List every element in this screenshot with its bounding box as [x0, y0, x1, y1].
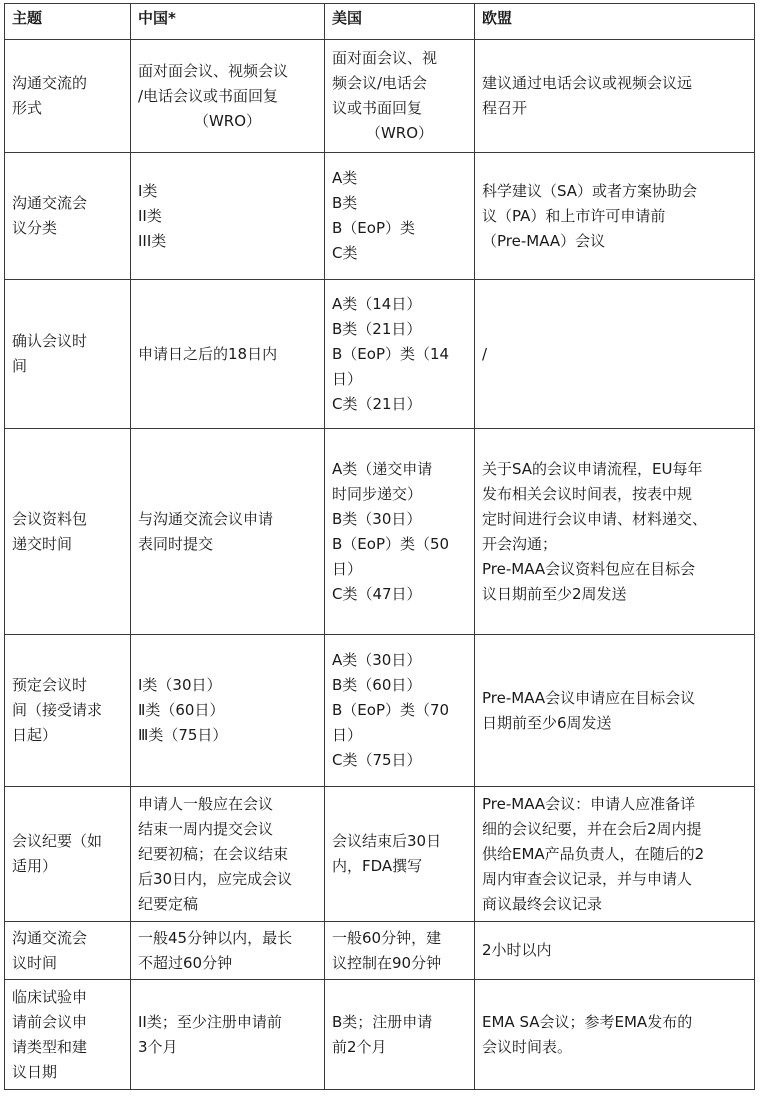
cell-line: 会议资料包 — [12, 509, 88, 528]
cell-line: Ⅲ类（75日） — [138, 726, 228, 744]
cell-eu — [475, 153, 755, 280]
cell-line: 沟通交流会 — [12, 928, 88, 947]
cell-line: B（EoP）类 — [332, 219, 415, 237]
cell-topic — [5, 429, 131, 635]
cell-eu — [475, 635, 755, 787]
cell-eu — [475, 429, 755, 635]
cell-topic — [5, 980, 131, 1090]
cell-line: 确认会议时 — [12, 332, 88, 350]
cell-line: EMA SA会议；参考EMA发布的 — [482, 1012, 693, 1031]
table-row — [5, 280, 755, 429]
cell-topic — [5, 922, 131, 980]
cell-line: （Pre-MAA）会议 — [482, 231, 606, 250]
cell-line: 日） — [332, 369, 363, 388]
cell-line: A类（递交申请 — [332, 459, 433, 478]
cell-usa — [325, 429, 475, 635]
cell-line: Pre-MAA会议：申请人应准备详 — [482, 794, 696, 813]
cell-line: A类（30日） — [332, 651, 422, 669]
cell-topic — [5, 635, 131, 787]
cell-china — [131, 153, 325, 280]
cell-line: 开会沟通； — [482, 534, 558, 553]
cell-line: 建议通过电话会议或视频会议远 — [482, 74, 693, 92]
header-topic: 主题 — [5, 4, 131, 40]
header-usa: 美国 — [325, 4, 475, 40]
cell-line: 结束一周内提交会议 — [138, 819, 274, 838]
cell-line: 会议时间表。 — [482, 1037, 573, 1056]
cell-line: B类（60日） — [332, 676, 422, 694]
cell-line: 日期前至少6周发送 — [482, 713, 612, 732]
cell-line: B（EoP）类（14 — [332, 344, 450, 363]
cell-eu — [475, 980, 755, 1090]
table-row — [5, 40, 755, 153]
cell-line: Pre-MAA会议资料包应在目标会 — [482, 559, 696, 578]
cell-line: B（EoP）类（70 — [332, 701, 450, 719]
cell-line: B类；注册申请 — [332, 1012, 433, 1031]
cell-usa — [325, 153, 475, 280]
cell-usa — [325, 787, 475, 922]
table-row — [5, 922, 755, 980]
cell-line: 前2个月 — [332, 1037, 387, 1056]
cell-line: 沟通交流会 — [12, 194, 88, 212]
cell-line: 议控制在90分钟 — [332, 953, 442, 972]
cell-line: 议时间 — [12, 953, 58, 972]
cell-line: 日） — [332, 726, 363, 744]
cell-line: 时同步递交） — [332, 484, 423, 503]
cell-china — [131, 922, 325, 980]
cell-usa — [325, 922, 475, 980]
cell-line: 申请日之后的18日内 — [138, 344, 278, 363]
cell-eu — [475, 787, 755, 922]
cell-china — [131, 980, 325, 1090]
cell-line: 细的会议纪要，并在会后2周内提 — [482, 819, 702, 838]
cell-line: 科学建议（SA）或者方案协助会 — [482, 181, 698, 200]
cell-eu — [475, 280, 755, 429]
cell-line: 会议结束后30日 — [332, 832, 442, 850]
cell-line: 沟通交流的 — [12, 74, 88, 92]
cell-china — [131, 429, 325, 635]
cell-line: C类（21日） — [332, 394, 422, 413]
cell-line: 请前会议申 — [12, 1012, 88, 1031]
cell-line: 发布相关会议时间表，按表中规 — [482, 484, 693, 503]
cell-topic — [5, 280, 131, 429]
header-row — [5, 4, 755, 40]
cell-line: 递交时间 — [12, 534, 73, 553]
cell-usa — [325, 635, 475, 787]
cell-line: 3个月 — [138, 1037, 178, 1056]
cell-line: 间（接受请求 — [12, 701, 103, 719]
cell-line: C类（47日） — [332, 584, 422, 603]
cell-line: 后30日内，应完成会议 — [138, 869, 293, 888]
cell-line: II类 — [138, 206, 162, 225]
cell-line: 商议最终会议记录 — [482, 894, 603, 913]
cell-china — [131, 280, 325, 429]
cell-line: 周内审查会议记录，并与申请人 — [482, 869, 693, 888]
cell-line: 一般60分钟，建 — [332, 928, 442, 947]
cell-line: 面对面会议、视 — [332, 49, 438, 67]
cell-line: 会议纪要（如 — [12, 832, 103, 850]
cell-line: Ⅱ类（60日） — [138, 701, 225, 719]
cell-line: 间 — [12, 357, 28, 375]
cell-line: 不超过60分钟 — [138, 953, 233, 972]
cell-eu — [475, 40, 755, 153]
cell-line: A类 — [332, 169, 358, 187]
cell-line: 预定会议时 — [12, 676, 88, 694]
header-eu: 欧盟 — [475, 4, 755, 40]
cell-line: 适用） — [12, 857, 58, 875]
cell-eu — [475, 922, 755, 980]
cell-topic — [5, 787, 131, 922]
cell-line: （WRO） — [193, 111, 262, 130]
cell-china — [131, 787, 325, 922]
cell-line: 程召开 — [482, 99, 528, 117]
cell-line: 关于SA的会议申请流程，EU每年 — [482, 459, 703, 478]
cell-line: 议或书面回复 — [332, 99, 423, 117]
cell-china — [131, 40, 325, 153]
cell-china — [131, 635, 325, 787]
cell-line: 纪要初稿；在会议结束 — [138, 844, 289, 863]
cell-line: 形式 — [12, 99, 43, 117]
cell-line: 定时间进行会议申请、材料递交、 — [482, 509, 708, 528]
cell-topic — [5, 40, 131, 153]
cell-line: 内，FDA撰写 — [332, 857, 423, 875]
cell-line: B类（21日） — [332, 319, 422, 338]
cell-line: B（EoP）类（50 — [332, 534, 450, 553]
cell-line: 与沟通交流会议申请 — [138, 509, 274, 528]
cell-usa — [325, 280, 475, 429]
table-row — [5, 153, 755, 280]
cell-line: 日） — [332, 559, 363, 578]
cell-line: 议分类 — [12, 219, 58, 237]
cell-line: III类 — [138, 231, 167, 250]
cell-line: C类（75日） — [332, 751, 422, 769]
cell-line: II类；至少注册申请前 — [138, 1012, 282, 1031]
cell-line: 日起） — [12, 726, 58, 744]
cell-line: B类（30日） — [332, 509, 422, 528]
cell-line: Pre-MAA会议申请应在目标会议 — [482, 688, 696, 707]
header-china: 中国* — [131, 4, 325, 40]
cell-line: 临床试验申 — [12, 987, 88, 1006]
cell-line: 议（PA）和上市许可申请前 — [482, 206, 666, 225]
table-row — [5, 787, 755, 922]
cell-line: / — [482, 344, 488, 363]
table-row — [5, 980, 755, 1090]
cell-line: 面对面会议、视频会议 — [138, 61, 289, 80]
cell-line: I类 — [138, 181, 158, 200]
cell-line: 供给EMA产品负责人，在随后的2 — [482, 844, 705, 863]
cell-usa — [325, 40, 475, 153]
cell-line: 议日期 — [12, 1062, 58, 1081]
cell-line: 表同时提交 — [138, 534, 214, 553]
table-row — [5, 635, 755, 787]
cell-line: Ⅰ类（30日） — [138, 676, 222, 694]
table-row — [5, 429, 755, 635]
cell-line: 申请人一般应在会议 — [138, 794, 274, 813]
cell-line: C类 — [332, 244, 358, 262]
cell-line: （WRO） — [365, 124, 434, 142]
cell-line: A类（14日） — [332, 294, 422, 313]
cell-topic — [5, 153, 131, 280]
cell-line: 纪要定稿 — [138, 894, 199, 913]
comparison-table — [4, 3, 755, 1090]
cell-line: B类 — [332, 194, 358, 212]
cell-line: /电话会议或书面回复 — [138, 86, 279, 105]
cell-line: 2小时以内 — [482, 941, 552, 959]
cell-line: 一般45分钟以内，最长 — [138, 928, 293, 947]
cell-usa — [325, 980, 475, 1090]
cell-line: 议日期前至少2周发送 — [482, 584, 627, 603]
cell-line: 频会议/电话会 — [332, 74, 428, 92]
cell-line: 请类型和建 — [12, 1037, 88, 1056]
